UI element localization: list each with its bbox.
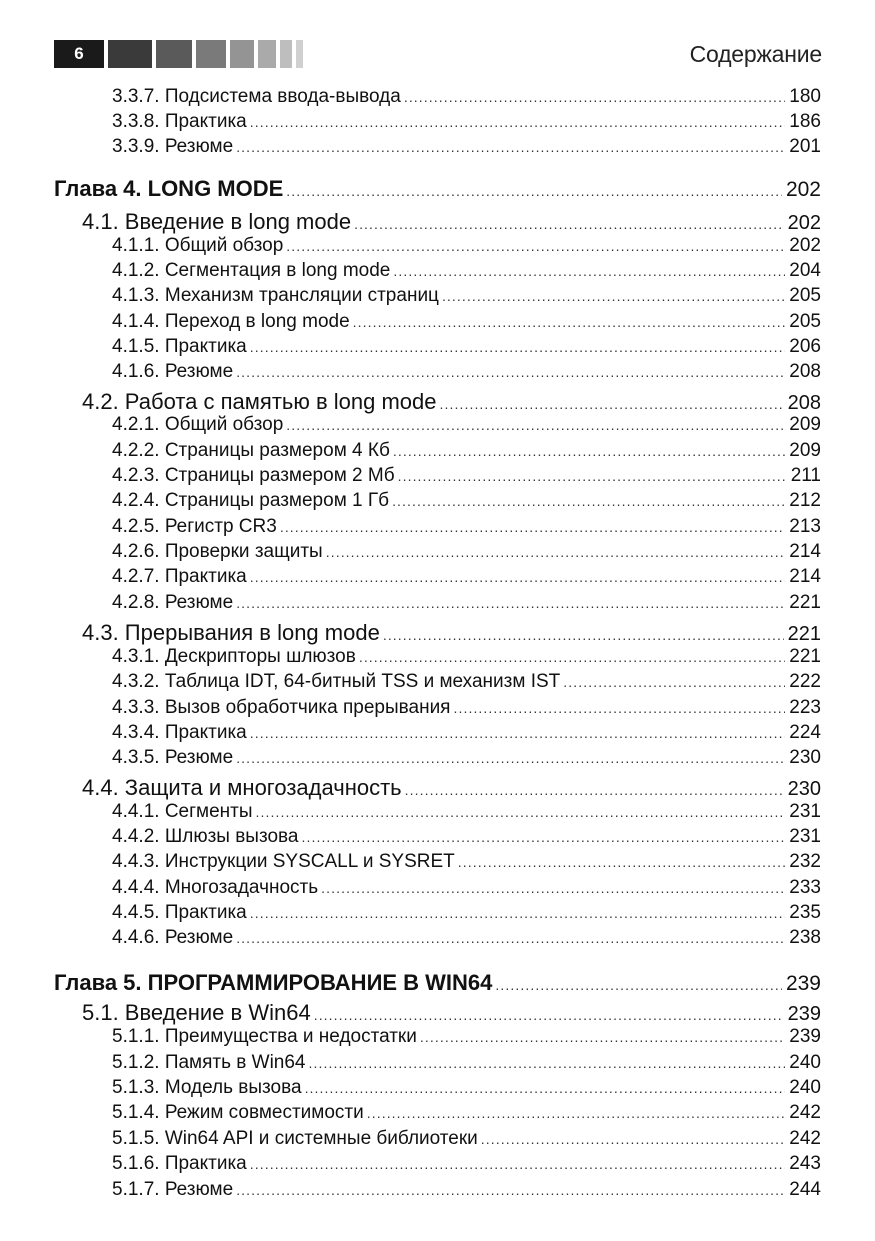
toc-entry-title: 4.2.1. Общий обзор <box>112 414 284 435</box>
dot-leader <box>236 595 785 611</box>
toc-subsection-entry[interactable] <box>112 697 821 723</box>
toc-page-number: 222 <box>789 671 821 692</box>
dot-leader <box>286 238 785 254</box>
toc-subsection-entry[interactable] <box>112 516 821 542</box>
header-bar <box>108 40 152 68</box>
dot-leader <box>236 1182 785 1198</box>
toc-chapter-entry[interactable] <box>54 176 821 206</box>
toc-page-number: 240 <box>789 1077 821 1098</box>
dot-leader <box>367 1105 786 1121</box>
header-bar <box>258 40 276 68</box>
dot-leader <box>420 1029 785 1045</box>
dot-leader <box>393 443 785 459</box>
header-bar <box>230 40 254 68</box>
toc-subsection-entry[interactable] <box>112 111 821 137</box>
toc-page-number: 239 <box>785 972 821 995</box>
toc-entry-title: 4.2.6. Проверки защиты <box>112 541 323 562</box>
toc-page-number: 230 <box>789 747 821 768</box>
toc-subsection-entry[interactable] <box>112 927 821 953</box>
toc-entry-title: 4.4.4. Многозадачность <box>112 877 319 898</box>
toc-entry-title: 4.3.1. Дескрипторы шлюзов <box>112 646 356 667</box>
header-bar <box>156 40 192 68</box>
toc-entry-title: 4.1.1. Общий обзор <box>112 235 284 256</box>
toc-subsection-entry[interactable] <box>112 1128 821 1154</box>
toc-subsection-entry[interactable] <box>112 646 821 672</box>
toc-subsection-entry[interactable] <box>112 566 821 592</box>
toc-entry-title: 4.2. Работа с памятью в long mode <box>82 389 437 414</box>
toc-subsection-entry[interactable] <box>112 592 821 618</box>
toc-entry-title: 5.1.1. Преимущества и недостатки <box>112 1026 417 1047</box>
toc-page-number: 204 <box>789 260 821 281</box>
dot-leader <box>353 314 786 330</box>
toc-entry-title: 3.3.7. Подсистема ввода-вывода <box>112 86 401 107</box>
toc-section-entry[interactable] <box>82 209 821 237</box>
toc-page-number: 211 <box>790 465 821 486</box>
toc-subsection-entry[interactable] <box>112 541 821 567</box>
dot-leader <box>495 977 782 993</box>
toc-subsection-entry[interactable] <box>112 902 821 928</box>
toc-page-number: 242 <box>789 1102 821 1123</box>
toc-entry-title: 4.1.4. Переход в long mode <box>112 311 350 332</box>
toc-entry-title: 4.4.2. Шлюзы вызова <box>112 826 299 847</box>
toc-page-number: 239 <box>789 1026 821 1047</box>
toc-subsection-entry[interactable] <box>112 136 821 162</box>
toc-page-number: 221 <box>789 646 821 667</box>
toc-subsection-entry[interactable] <box>112 801 821 827</box>
header-bar <box>296 40 303 68</box>
toc-page-number: 214 <box>789 566 821 587</box>
toc-subsection-entry[interactable] <box>112 285 821 311</box>
toc-subsection-entry[interactable] <box>112 747 821 773</box>
toc-page-number: 208 <box>787 392 821 414</box>
header-bar <box>196 40 226 68</box>
dot-leader <box>326 544 786 560</box>
toc-subsection-entry[interactable] <box>112 1077 821 1103</box>
toc-page-number: 214 <box>789 541 821 562</box>
toc-entry-title: 4.1.5. Практика <box>112 336 247 357</box>
running-head-title: Содержание <box>689 41 822 67</box>
toc-subsection-entry[interactable] <box>112 671 821 697</box>
toc-subsection-entry[interactable] <box>112 877 821 903</box>
toc-page-number: 239 <box>787 1003 821 1025</box>
dot-leader <box>404 89 785 105</box>
dot-leader <box>393 263 785 279</box>
toc-entry-title: 4.3.5. Резюме <box>112 747 234 768</box>
toc-page-number: 221 <box>789 592 821 613</box>
toc-page-number: 223 <box>789 697 821 718</box>
toc-subsection-entry[interactable] <box>112 1026 821 1052</box>
toc-chapter-entry[interactable] <box>54 970 821 1000</box>
toc-entry-title: 4.2.7. Практика <box>112 566 247 587</box>
dot-leader <box>321 880 785 896</box>
dot-leader <box>309 1055 786 1071</box>
toc-page-number: 213 <box>789 516 821 537</box>
toc-entry-title: 4.3.3. Вызов обработчика прерывания <box>112 697 451 718</box>
toc-page-number: 244 <box>789 1179 821 1200</box>
toc-entry-title: 5.1.3. Модель вызова <box>112 1077 302 1098</box>
toc-page-number: 230 <box>787 778 821 800</box>
toc-section-entry[interactable] <box>82 1000 821 1028</box>
toc-entry-title: 4.4. Защита и многозадачность <box>82 775 402 800</box>
toc-entry-title: 5.1.6. Практика <box>112 1153 247 1174</box>
toc-entry-title: 5.1. Введение в Win64 <box>82 1000 311 1025</box>
toc-entry-title: 4.1. Введение в long mode <box>82 209 352 234</box>
toc-subsection-entry[interactable] <box>112 1102 821 1128</box>
toc-entry-title: 4.4.6. Резюме <box>112 927 234 948</box>
header-bar <box>280 40 292 68</box>
toc-page-number: 208 <box>789 361 821 382</box>
toc-section-entry[interactable] <box>82 389 821 417</box>
toc-subsection-entry[interactable] <box>112 490 821 516</box>
toc-page-number: 235 <box>789 902 821 923</box>
toc-subsection-entry[interactable] <box>112 361 821 387</box>
toc-page-number: 232 <box>789 851 821 872</box>
dot-leader <box>280 519 785 535</box>
toc-entry-title: 4.2.3. Страницы размером 2 Мб <box>112 465 395 486</box>
toc-subsection-entry[interactable] <box>112 1179 821 1205</box>
toc-page-number: 231 <box>789 801 821 822</box>
toc-section-entry[interactable] <box>82 620 821 648</box>
toc-entry-title: 4.3. Прерывания в long mode <box>82 620 380 645</box>
toc-subsection-entry[interactable] <box>112 235 821 261</box>
toc-page-number: 186 <box>789 111 821 132</box>
page-header <box>54 40 822 70</box>
toc-entry-title: 5.1.5. Win64 API и системные библиотеки <box>112 1128 478 1149</box>
toc-entry-title: 3.3.9. Резюме <box>112 136 234 157</box>
toc-entry-title: 4.1.3. Механизм трансляции страниц <box>112 285 439 306</box>
page-number-badge: 6 <box>54 40 104 68</box>
toc-section-entry[interactable] <box>82 775 821 803</box>
dot-leader <box>236 930 785 946</box>
toc-entry-title: 4.2.8. Резюме <box>112 592 234 613</box>
toc-entry-title: 4.4.1. Сегменты <box>112 801 253 822</box>
dot-leader <box>453 700 785 716</box>
dot-leader <box>354 216 784 232</box>
dot-leader <box>383 627 784 643</box>
dot-leader <box>250 905 786 921</box>
toc-subsection-entry[interactable] <box>112 260 821 286</box>
toc-page-number: 201 <box>789 136 821 157</box>
toc-subsection-entry[interactable] <box>112 851 821 877</box>
dot-leader <box>305 1080 786 1096</box>
toc-subsection-entry[interactable] <box>112 1153 821 1179</box>
toc-entry-title: 4.3.4. Практика <box>112 722 247 743</box>
toc-entry-title: Глава 5. ПРОГРАММИРОВАНИЕ В WIN64 <box>54 970 493 995</box>
toc-entry-title: 4.2.5. Регистр CR3 <box>112 516 277 537</box>
dot-leader <box>392 493 785 509</box>
dot-leader <box>256 804 786 820</box>
toc-entry-title: 4.1.6. Резюме <box>112 361 234 382</box>
toc-entry-title: 5.1.2. Память в Win64 <box>112 1052 306 1073</box>
toc-subsection-entry[interactable] <box>112 440 821 466</box>
toc-subsection-entry[interactable] <box>112 465 821 491</box>
dot-leader <box>286 183 782 199</box>
dot-leader <box>301 829 785 845</box>
dot-leader <box>250 114 786 130</box>
dot-leader <box>398 468 787 484</box>
toc-page-number: 240 <box>789 1052 821 1073</box>
toc-subsection-entry[interactable] <box>112 311 821 337</box>
toc-page-number: 242 <box>789 1128 821 1149</box>
toc-page-number: 212 <box>789 490 821 511</box>
toc-page-number: 209 <box>789 414 821 435</box>
toc-subsection-entry[interactable] <box>112 722 821 748</box>
toc-subsection-entry[interactable] <box>112 1052 821 1078</box>
toc-entry-title: Глава 4. LONG MODE <box>54 176 284 201</box>
toc-subsection-entry[interactable] <box>112 336 821 362</box>
toc-page-number: 209 <box>789 440 821 461</box>
toc-entry-title: 4.3.2. Таблица IDT, 64-битный TSS и механизм IST <box>112 671 561 692</box>
toc-page-number: 205 <box>789 285 821 306</box>
dot-leader <box>250 1156 786 1172</box>
toc-page-number: 224 <box>789 722 821 743</box>
toc-page-number: 221 <box>787 623 821 645</box>
toc-page-number: 233 <box>789 877 821 898</box>
toc-entry-title: 4.1.2. Сегментация в long mode <box>112 260 391 281</box>
toc-entry-title: 4.2.2. Страницы размером 4 Кб <box>112 440 390 461</box>
dot-leader <box>314 1007 784 1023</box>
dot-leader <box>405 782 784 798</box>
dot-leader <box>250 569 786 585</box>
toc-entry-title: 5.1.7. Резюме <box>112 1179 234 1200</box>
toc-page-number: 202 <box>785 178 821 201</box>
toc-page-number: 202 <box>787 212 821 234</box>
toc-page-number: 238 <box>789 927 821 948</box>
toc-page-number: 231 <box>789 826 821 847</box>
toc-entry-title: 3.3.8. Практика <box>112 111 247 132</box>
toc-subsection-entry[interactable] <box>112 826 821 852</box>
dot-leader <box>236 364 785 380</box>
dot-leader <box>440 396 784 412</box>
toc-page-number: 202 <box>789 235 821 256</box>
dot-leader <box>442 288 785 304</box>
toc-page-number: 243 <box>789 1153 821 1174</box>
dot-leader <box>250 725 786 741</box>
dot-leader <box>236 750 785 766</box>
toc-entry-title: 5.1.4. Режим совместимости <box>112 1102 364 1123</box>
toc-entry-title: 4.4.5. Практика <box>112 902 247 923</box>
toc-page-number: 206 <box>789 336 821 357</box>
dot-leader <box>236 139 785 155</box>
toc-entry-title: 4.2.4. Страницы размером 1 Гб <box>112 490 390 511</box>
dot-leader <box>458 854 786 870</box>
dot-leader <box>359 649 785 665</box>
dot-leader <box>563 674 785 690</box>
toc-subsection-entry[interactable] <box>112 414 821 440</box>
toc-page-number: 180 <box>789 86 821 107</box>
toc-page-number: 205 <box>789 311 821 332</box>
toc-subsection-entry[interactable] <box>112 86 821 112</box>
dot-leader <box>481 1131 786 1147</box>
dot-leader <box>286 417 785 433</box>
dot-leader <box>250 339 786 355</box>
toc-entry-title: 4.4.3. Инструкции SYSCALL и SYSRET <box>112 851 455 872</box>
